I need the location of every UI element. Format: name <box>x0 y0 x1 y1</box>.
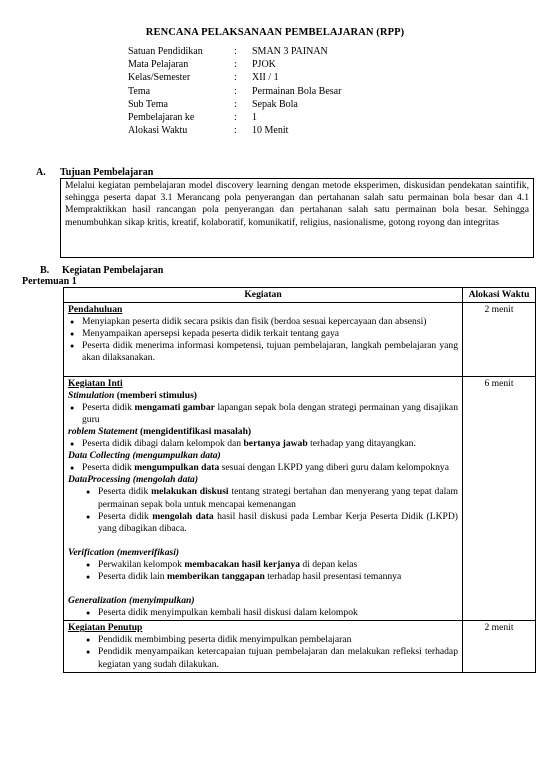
stimulation-list <box>68 402 458 426</box>
list-item <box>68 511 458 535</box>
text: Peserta didik lain <box>98 570 168 582</box>
meta-row <box>128 71 341 84</box>
step-name: roblem Statement <box>68 425 138 437</box>
section-number: B. <box>40 265 50 276</box>
data-collecting-list <box>68 462 458 474</box>
list-item <box>68 438 458 450</box>
text: tentang strategi bertahan dan menyerang yang tepat dalam permainan sepak bola untuk mencapai kemenangan <box>98 486 458 510</box>
list-item <box>68 486 458 510</box>
generalization-list <box>68 607 458 619</box>
meta-row <box>128 111 341 124</box>
step-name: Stimulation <box>68 389 115 401</box>
meta-value: Sepak Bola <box>252 98 298 110</box>
spacer <box>68 535 458 547</box>
meta-key: Sub Tema <box>128 98 168 110</box>
table-row <box>64 621 536 672</box>
list-item <box>68 402 458 426</box>
meta-key: Kelas/Semester <box>128 72 191 84</box>
pendahuluan-title: Pendahuluan <box>68 304 123 316</box>
meta-colon: : <box>234 59 237 71</box>
spacer <box>68 365 458 375</box>
emphasis: mengolah data <box>152 510 214 522</box>
meta-value: SMAN 3 PAINAN <box>252 46 328 57</box>
text: di depan kelas <box>300 558 358 570</box>
meta-colon: : <box>234 72 237 84</box>
header-alokasi: Alokasi Waktu <box>463 288 536 303</box>
emphasis: memberikan tanggapan <box>167 570 265 582</box>
section-b-heading <box>40 265 163 276</box>
emphasis: melakukan diskusi <box>151 486 229 498</box>
inti-time: 6 menit <box>463 376 536 621</box>
meta-row <box>128 85 341 98</box>
section-a-heading <box>36 167 153 178</box>
document-title: RENCANA PELAKSANAAN PEMBELAJARAN (RPP) <box>145 27 405 38</box>
meta-colon: : <box>234 98 237 110</box>
pendahuluan-list <box>68 316 458 364</box>
text: sesuai dengan LKPD yang diberi guru dalam kelompoknya <box>219 462 449 474</box>
stimulation-heading <box>68 390 458 402</box>
meta-key: Satuan Pendidikan <box>128 46 203 57</box>
text: Peserta didik <box>98 486 152 498</box>
meta-row <box>128 58 341 71</box>
meta-row <box>128 45 341 58</box>
pendahuluan-cell <box>64 303 463 376</box>
activity-table <box>63 287 536 673</box>
meta-value: 10 Menit <box>252 125 289 137</box>
list-item: ● Peserta didik menyimpulkan kembali hasil diskusi dalam kelompok <box>68 607 458 619</box>
meta-value: PJOK <box>252 59 276 71</box>
meta-colon: : <box>234 125 237 137</box>
meta-value: XII / 1 <box>252 72 279 84</box>
data-processing-list <box>68 486 458 534</box>
text: terhadap hasil presentasi temannya <box>264 570 402 582</box>
text: Peserta didik <box>98 510 153 522</box>
list-item: ● Peserta didik menerima informasi kompetensi, tujuan pembelajaran, langkah pembelajaran yang akan dilaksanakan. <box>68 340 458 364</box>
penutup-cell <box>64 621 463 672</box>
meta-row <box>128 124 341 137</box>
problem-heading <box>68 426 458 438</box>
meta-key: Alokasi Waktu <box>128 125 188 137</box>
text: Peserta didik <box>82 462 135 474</box>
section-number: A. <box>36 167 46 178</box>
penutup-list <box>68 634 458 670</box>
list-item: ● Pendidik membimbing peserta didik menyimpulkan pembelajaran <box>68 634 458 646</box>
list-item: ● Menyiapkan peserta didik secara psikis dan fisik (berdoa sesuai kepercayaan dan absensi) <box>68 316 458 328</box>
text: hasil hasil diskusi pada Lembar Kerja Peserta Didik (LKPD) yang dibagikan dibaca. <box>98 510 458 534</box>
problem-list <box>68 438 458 450</box>
list-item <box>68 571 458 583</box>
emphasis: bertanya jawab <box>243 438 308 450</box>
meta-key: Mata Pelajaran <box>128 59 189 71</box>
table-row <box>64 376 536 621</box>
inti-title: Kegiatan Inti <box>68 377 123 389</box>
list-item: ● Pendidik menyampaikan ketercapaian tujuan pembelajaran dan melakukan refleksi terhadap kegiatan yang sudah dilakukan. <box>68 646 458 670</box>
meta-row <box>128 98 341 111</box>
list-item <box>68 559 458 571</box>
emphasis: membacakan hasil kerjanya <box>184 558 300 570</box>
inti-cell <box>64 376 463 621</box>
meta-colon: : <box>234 85 237 97</box>
text: terhadap yang ditayangkan. <box>307 438 416 450</box>
penutup-time: 2 menit <box>463 621 536 672</box>
step-desc: (memberi stimulus) <box>114 389 197 401</box>
generalization-heading: Generalization (menyimpulkan) <box>68 595 195 607</box>
meta-colon: : <box>234 112 237 124</box>
data-processing-heading: DataProcessing (mengolah data) <box>68 474 199 486</box>
objectives-box: Melalui kegiatan pembelajaran model discovery learning dengan metode eksperimen, diskusidan pendekatan saintifik, sehingga peserta dapat 3.1 Merancang pola penyerangan dan pertahanan salah satu permainan bola besar dan 4.1 Mempraktikkan hasil rancangan pola penyerangan dan pertahanan salah satu permainan bola besar. Sehingga menumbuhkan sikap kritis, kreatif, kolaboratif, komunikatif, religius, nasionalisme, gotong royong dan integritas <box>60 178 534 258</box>
emphasis: mengamati gambar <box>134 401 215 413</box>
text: lapangan sepak bola dengan strategi permainan yang disajikan guru <box>82 401 458 425</box>
meta-colon: : <box>234 46 237 57</box>
table-row <box>64 303 536 376</box>
meta-value: Permainan Bola Besar <box>252 85 342 97</box>
text: Peserta didik <box>82 401 135 413</box>
meeting-label: Pertemuan 1 <box>22 276 77 287</box>
identity-block <box>128 45 341 137</box>
section-title: Kegiatan Pembelajaran <box>62 265 164 276</box>
penutup-title: Kegiatan Penutup <box>68 622 143 634</box>
header-kegiatan: Kegiatan <box>64 288 463 303</box>
meta-key: Pembelajaran ke <box>128 112 195 124</box>
spacer <box>68 583 458 595</box>
list-item: ● Menyampaikan apersepsi kepada peserta didik terkait tentang gaya <box>68 328 458 340</box>
emphasis: mengumpulkan data <box>134 462 220 474</box>
pendahuluan-time: 2 menit <box>463 303 536 376</box>
verification-heading: Verification (memverifikasi) <box>68 546 180 558</box>
list-item <box>68 462 458 474</box>
step-desc: (mengidentifikasi masalah) <box>137 425 252 437</box>
text: Peserta didik dibagi dalam kelompok dan <box>82 438 244 450</box>
table-header-row <box>64 288 536 303</box>
text: Perwakilan kelompok <box>98 558 185 570</box>
meta-key: Tema <box>128 85 151 97</box>
meta-value: 1 <box>252 112 257 124</box>
data-collecting-heading: Data Collecting (mengumpulkan data) <box>68 450 221 462</box>
verification-list <box>68 559 458 583</box>
section-title: Tujuan Pembelajaran <box>60 167 154 178</box>
